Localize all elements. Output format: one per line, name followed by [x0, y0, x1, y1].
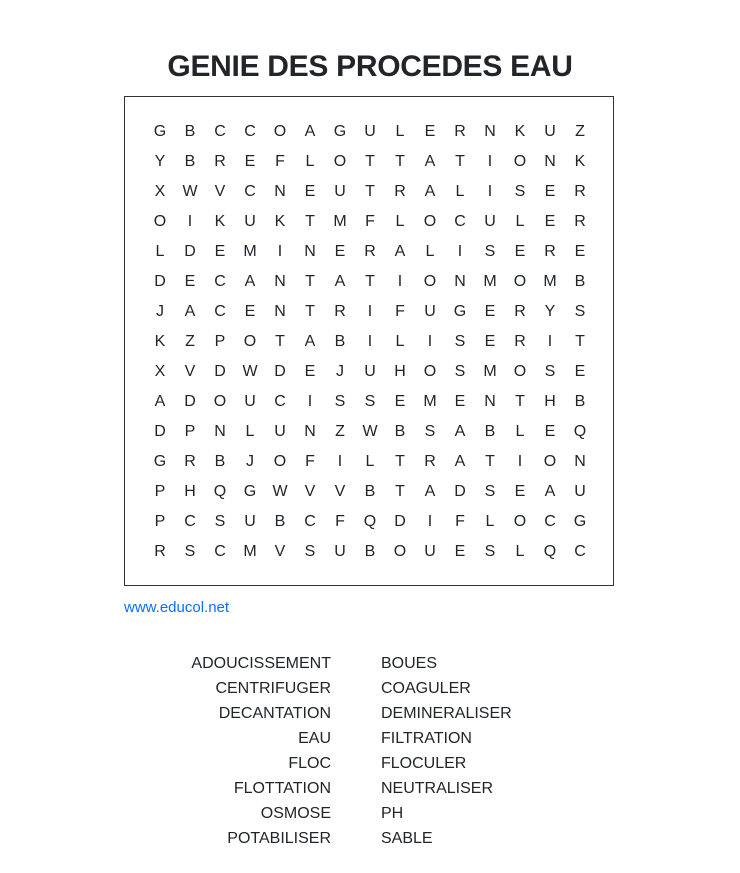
grid-letter: F: [395, 303, 405, 320]
grid-letter: M: [423, 393, 437, 410]
grid-letter: Y: [154, 153, 166, 170]
grid-letter: F: [335, 513, 345, 530]
grid-letter: T: [515, 393, 525, 410]
word-list-gap: [331, 655, 381, 680]
grid-letter: Q: [543, 543, 557, 560]
grid-letter: O: [543, 453, 557, 470]
word-list-item: OSMOSE: [260, 805, 331, 822]
grid-letter: M: [483, 273, 497, 290]
grid-letter: E: [304, 363, 316, 380]
grid-letter: B: [574, 273, 586, 290]
word-list-item: EAU: [298, 730, 331, 747]
grid-letter: R: [154, 543, 166, 560]
grid-letter: D: [274, 363, 286, 380]
grid-letter: G: [153, 123, 167, 140]
grid-letter: D: [454, 483, 466, 500]
grid-letter: I: [517, 453, 523, 470]
grid-letter: L: [395, 213, 405, 230]
grid-letter: O: [273, 123, 287, 140]
grid-letter: F: [455, 513, 465, 530]
grid-letter: A: [394, 243, 406, 260]
grid-letter: H: [394, 363, 406, 380]
grid-letter: E: [454, 393, 466, 410]
grid-letter: O: [513, 363, 527, 380]
grid-letter: L: [155, 243, 165, 260]
grid-letter: U: [244, 513, 256, 530]
grid-letter: S: [424, 423, 436, 440]
grid-letter: A: [424, 183, 436, 200]
grid-letter: W: [362, 423, 378, 440]
grid-letter: N: [574, 453, 586, 470]
grid-letter: R: [454, 123, 466, 140]
grid-letter: E: [514, 243, 526, 260]
grid-letter: R: [424, 453, 436, 470]
grid-letter: P: [154, 513, 166, 530]
grid-letter: C: [574, 543, 586, 560]
grid-letter: N: [544, 153, 556, 170]
grid-letter: T: [575, 333, 585, 350]
grid-letter: S: [364, 393, 376, 410]
word-list-item: COAGULER: [381, 680, 471, 697]
grid-letter: R: [574, 183, 586, 200]
grid-letter: N: [274, 303, 286, 320]
word-list-item: FLOTTATION: [233, 780, 331, 797]
grid-letter: T: [365, 273, 375, 290]
grid-letter: B: [574, 393, 586, 410]
grid-letter: W: [182, 183, 198, 200]
grid-letter: U: [574, 483, 586, 500]
grid-letter: H: [544, 393, 556, 410]
word-list-gap: [331, 805, 381, 830]
grid-letter: C: [244, 123, 256, 140]
word-list-item: DEMINERALISER: [381, 705, 512, 722]
grid-letter: L: [425, 243, 435, 260]
grid-letter: N: [304, 423, 316, 440]
grid-letter: L: [455, 183, 465, 200]
grid-letter: E: [544, 183, 556, 200]
grid-letter: A: [334, 273, 346, 290]
word-list-item: DECANTATION: [218, 705, 331, 722]
grid-letter: I: [277, 243, 283, 260]
word-list-item: FLOC: [288, 755, 331, 772]
grid-letter: C: [304, 513, 316, 530]
grid-letter: G: [453, 303, 467, 320]
word-list-item: ADOUCISSEMENT: [191, 655, 331, 672]
grid-letter: U: [544, 123, 556, 140]
grid-letter: A: [154, 393, 166, 410]
grid-letter: G: [573, 513, 587, 530]
grid-letter: N: [274, 183, 286, 200]
grid-letter: G: [153, 453, 167, 470]
grid-letter: I: [457, 243, 463, 260]
grid-letter: L: [305, 153, 315, 170]
grid-letter: O: [423, 213, 437, 230]
grid-letter: B: [484, 423, 496, 440]
grid-letter: C: [214, 273, 226, 290]
word-list-gap: [331, 730, 381, 755]
grid-letter: X: [154, 363, 166, 380]
grid-letter: O: [423, 363, 437, 380]
grid-letter: B: [184, 123, 196, 140]
grid-letter: S: [184, 543, 196, 560]
word-search-grid: [145, 117, 595, 567]
grid-letter: N: [274, 273, 286, 290]
grid-letter: R: [514, 303, 526, 320]
grid-letter: R: [514, 333, 526, 350]
grid-letter: B: [394, 423, 406, 440]
grid-letter: S: [484, 243, 496, 260]
grid-letter: J: [246, 453, 254, 470]
grid-letter: U: [424, 303, 436, 320]
grid-letter: S: [544, 363, 556, 380]
grid-letter: O: [243, 333, 257, 350]
grid-letter: U: [274, 423, 286, 440]
grid-letter: M: [243, 543, 257, 560]
grid-letter: Y: [544, 303, 556, 320]
grid-letter: J: [156, 303, 164, 320]
word-list-item: FLOCULER: [381, 755, 467, 772]
grid-letter: A: [304, 123, 316, 140]
grid-letter: A: [454, 423, 466, 440]
grid-letter: T: [395, 453, 405, 470]
grid-letter: Q: [363, 513, 377, 530]
word-list-gap: [331, 780, 381, 805]
grid-letter: C: [544, 513, 556, 530]
word-list-gap: [331, 680, 381, 705]
grid-letter: K: [514, 123, 526, 140]
grid-letter: C: [274, 393, 286, 410]
grid-letter: L: [365, 453, 375, 470]
grid-letter: T: [395, 153, 405, 170]
grid-letter: R: [364, 243, 376, 260]
grid-letter: C: [214, 303, 226, 320]
grid-letter: F: [365, 213, 375, 230]
grid-letter: I: [337, 453, 343, 470]
grid-letter: O: [333, 153, 347, 170]
grid-letter: C: [214, 123, 226, 140]
grid-letter: R: [334, 303, 346, 320]
word-list-item: NEUTRALISER: [381, 780, 494, 797]
grid-letter: L: [515, 423, 525, 440]
grid-letter: K: [574, 153, 586, 170]
word-list-item: POTABILISER: [227, 830, 331, 847]
grid-letter: Q: [213, 483, 227, 500]
website-link[interactable]: www.educol.net: [124, 599, 230, 616]
word-list-item: FILTRATION: [381, 730, 472, 747]
grid-letter: N: [484, 123, 496, 140]
grid-letter: C: [244, 183, 256, 200]
grid-letter: E: [244, 303, 256, 320]
grid-letter: R: [574, 213, 586, 230]
grid-letter: C: [214, 543, 226, 560]
grid-letter: V: [304, 483, 316, 500]
grid-letter: S: [574, 303, 586, 320]
grid-letter: A: [424, 153, 436, 170]
grid-letter: D: [184, 243, 196, 260]
grid-letter: A: [184, 303, 196, 320]
grid-letter: V: [334, 483, 346, 500]
grid-letter: U: [484, 213, 496, 230]
grid-letter: G: [243, 483, 257, 500]
grid-letter: O: [393, 543, 407, 560]
grid-letter: Z: [335, 423, 345, 440]
grid-letter: V: [184, 363, 196, 380]
grid-letter: L: [245, 423, 255, 440]
grid-letter: D: [394, 513, 406, 530]
grid-letter: E: [214, 243, 226, 260]
grid-letter: S: [334, 393, 346, 410]
grid-letter: A: [454, 453, 466, 470]
grid-letter: I: [397, 273, 403, 290]
grid-letter: L: [515, 543, 525, 560]
grid-letter: S: [454, 333, 466, 350]
grid-letter: E: [574, 363, 586, 380]
grid-letter: C: [184, 513, 196, 530]
grid-letter: U: [334, 183, 346, 200]
grid-letter: D: [154, 273, 166, 290]
grid-letter: E: [334, 243, 346, 260]
grid-letter: B: [334, 333, 346, 350]
grid-letter: L: [515, 213, 525, 230]
grid-letter: U: [424, 543, 436, 560]
grid-letter: L: [485, 513, 495, 530]
grid-letter: Q: [573, 423, 587, 440]
grid-letter: U: [244, 213, 256, 230]
word-list-gap: [331, 830, 381, 855]
grid-letter: S: [484, 483, 496, 500]
word-list-item: SABLE: [381, 830, 433, 847]
grid-letter: B: [184, 153, 196, 170]
grid-letter: R: [184, 453, 196, 470]
word-list-item: PH: [381, 805, 404, 822]
grid-letter: N: [304, 243, 316, 260]
grid-letter: I: [427, 513, 433, 530]
grid-letter: A: [424, 483, 436, 500]
grid-letter: D: [214, 363, 226, 380]
grid-letter: I: [307, 393, 313, 410]
grid-letter: P: [184, 423, 196, 440]
grid-letter: R: [394, 183, 406, 200]
grid-letter: I: [547, 333, 553, 350]
grid-letter: M: [243, 243, 257, 260]
grid-letter: M: [333, 213, 347, 230]
word-list-item: BOUES: [381, 655, 438, 672]
grid-letter: T: [455, 153, 465, 170]
grid-letter: E: [184, 273, 196, 290]
grid-letter: T: [305, 303, 315, 320]
grid-letter: U: [244, 393, 256, 410]
word-list-gap: [331, 755, 381, 780]
grid-letter: K: [214, 213, 226, 230]
grid-letter: K: [154, 333, 166, 350]
grid-letter: D: [184, 393, 196, 410]
grid-letter: L: [395, 333, 405, 350]
grid-letter: I: [367, 303, 373, 320]
grid-letter: O: [423, 273, 437, 290]
grid-letter: C: [454, 213, 466, 230]
grid-letter: N: [454, 273, 466, 290]
grid-letter: T: [305, 213, 315, 230]
grid-letter: S: [514, 183, 526, 200]
word-list-item: CENTRIFUGER: [215, 680, 331, 697]
grid-letter: E: [544, 423, 556, 440]
grid-letter: I: [187, 213, 193, 230]
grid-letter: A: [304, 333, 316, 350]
grid-letter: O: [213, 393, 227, 410]
grid-letter: E: [454, 543, 466, 560]
grid-letter: P: [214, 333, 226, 350]
grid-letter: O: [513, 153, 527, 170]
word-list-gap: [331, 705, 381, 730]
grid-letter: R: [214, 153, 226, 170]
grid-letter: E: [244, 153, 256, 170]
grid-letter: O: [513, 513, 527, 530]
page-title: GENIE DES PROCEDES EAU: [167, 50, 573, 83]
grid-letter: R: [544, 243, 556, 260]
grid-letter: Z: [185, 333, 195, 350]
grid-letter: S: [214, 513, 226, 530]
grid-letter: F: [305, 453, 315, 470]
grid-letter: N: [214, 423, 226, 440]
grid-letter: K: [274, 213, 286, 230]
grid-letter: Z: [575, 123, 585, 140]
grid-letter: E: [484, 303, 496, 320]
grid-letter: L: [395, 123, 405, 140]
grid-letter: O: [513, 273, 527, 290]
grid-letter: S: [304, 543, 316, 560]
grid-letter: T: [365, 183, 375, 200]
grid-letter: O: [273, 453, 287, 470]
grid-letter: E: [544, 213, 556, 230]
grid-letter: B: [364, 543, 376, 560]
grid-letter: N: [484, 393, 496, 410]
grid-letter: X: [154, 183, 166, 200]
grid-letter: W: [272, 483, 288, 500]
grid-letter: P: [154, 483, 166, 500]
grid-letter: B: [364, 483, 376, 500]
grid-letter: U: [364, 123, 376, 140]
grid-letter: S: [454, 363, 466, 380]
grid-letter: W: [242, 363, 258, 380]
grid-letter: S: [484, 543, 496, 560]
grid-letter: V: [274, 543, 286, 560]
grid-letter: O: [153, 213, 167, 230]
grid-letter: E: [424, 123, 436, 140]
grid-letter: T: [305, 273, 315, 290]
grid-letter: B: [274, 513, 286, 530]
grid-letter: A: [544, 483, 556, 500]
grid-letter: I: [487, 183, 493, 200]
grid-letter: E: [304, 183, 316, 200]
grid-letter: E: [574, 243, 586, 260]
grid-letter: D: [154, 423, 166, 440]
grid-letter: B: [214, 453, 226, 470]
grid-letter: E: [394, 393, 406, 410]
grid-letter: T: [485, 453, 495, 470]
grid-letter: A: [244, 273, 256, 290]
grid-letter: G: [333, 123, 347, 140]
grid-letter: T: [275, 333, 285, 350]
grid-letter: V: [214, 183, 226, 200]
grid-letter: E: [514, 483, 526, 500]
grid-letter: I: [367, 333, 373, 350]
grid-letter: M: [483, 363, 497, 380]
grid-letter: H: [184, 483, 196, 500]
grid-letter: F: [275, 153, 285, 170]
grid-letter: I: [427, 333, 433, 350]
grid-letter: M: [543, 273, 557, 290]
grid-letter: E: [484, 333, 496, 350]
grid-letter: U: [334, 543, 346, 560]
grid-letter: T: [395, 483, 405, 500]
word-search-grid-box: [124, 96, 614, 586]
grid-letter: J: [336, 363, 344, 380]
word-list: [124, 655, 614, 855]
grid-letter: T: [365, 153, 375, 170]
grid-letter: U: [364, 363, 376, 380]
grid-letter: I: [487, 153, 493, 170]
